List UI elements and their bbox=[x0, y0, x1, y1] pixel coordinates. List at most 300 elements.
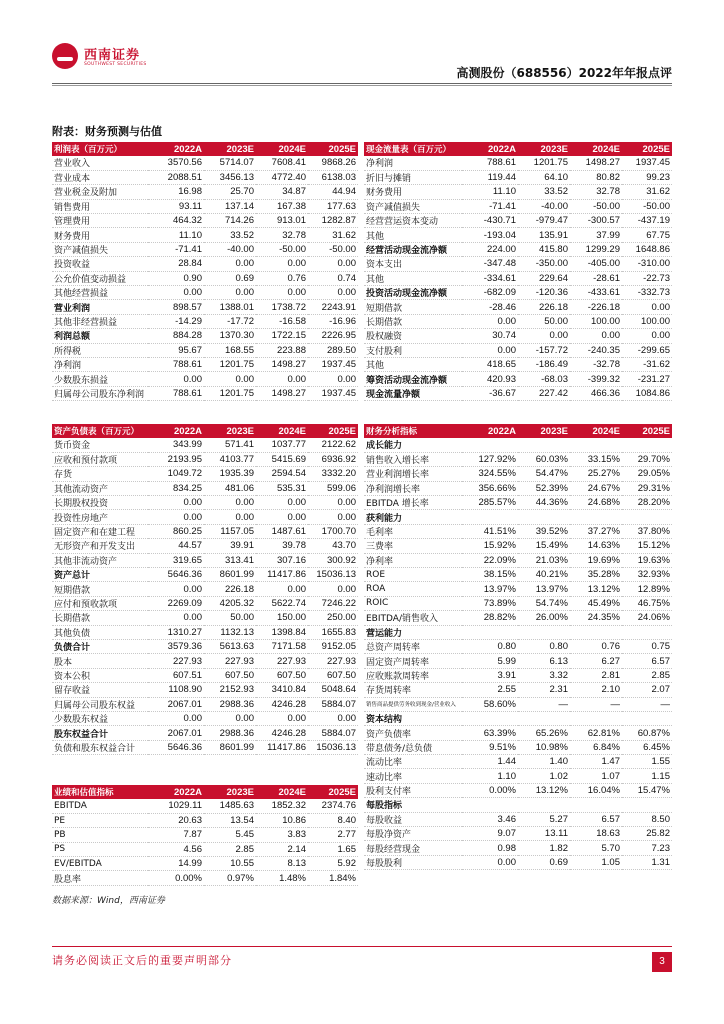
value-cell: 15.49% bbox=[518, 539, 570, 553]
row-label: 资产总计 bbox=[52, 568, 148, 582]
table-row bbox=[364, 372, 672, 386]
value-cell: 2988.36 bbox=[204, 697, 256, 711]
value-cell: 2.55 bbox=[462, 683, 518, 697]
value-cell: 229.64 bbox=[518, 271, 570, 285]
value-cell: 1485.63 bbox=[204, 799, 256, 813]
value-cell: 1201.75 bbox=[518, 156, 570, 170]
value-cell: 5884.07 bbox=[308, 726, 358, 740]
table-row bbox=[52, 271, 358, 285]
value-cell: 38.15% bbox=[462, 568, 518, 582]
value-cell: 5.27 bbox=[518, 812, 570, 826]
value-cell: -226.18 bbox=[570, 300, 622, 314]
row-label: 每股收益 bbox=[364, 812, 462, 826]
row-label: 公允价值变动损益 bbox=[52, 271, 148, 285]
value-cell: 0.00 bbox=[308, 372, 358, 386]
table-header-row bbox=[52, 424, 358, 438]
page-number: 3 bbox=[652, 952, 672, 972]
value-cell: 0.00 bbox=[204, 510, 256, 524]
value-cell bbox=[462, 711, 518, 725]
table-row bbox=[52, 842, 358, 856]
table-row bbox=[364, 697, 672, 711]
value-cell bbox=[570, 625, 622, 639]
value-cell: 29.31% bbox=[622, 481, 672, 495]
value-cell: -28.61 bbox=[570, 271, 622, 285]
table-row bbox=[364, 199, 672, 213]
value-cell: -332.73 bbox=[622, 286, 672, 300]
value-cell: 481.06 bbox=[204, 481, 256, 495]
value-cell: 0.00 bbox=[148, 582, 204, 596]
value-cell: 898.57 bbox=[148, 300, 204, 314]
balance-sheet-table bbox=[52, 424, 358, 755]
value-cell: 30.74 bbox=[462, 329, 518, 343]
footer-divider bbox=[52, 946, 672, 947]
value-cell: 44.57 bbox=[148, 539, 204, 553]
value-cell: 1.15 bbox=[622, 769, 672, 783]
table-row bbox=[52, 214, 358, 228]
row-label: 净利率 bbox=[364, 553, 462, 567]
value-cell: 1037.77 bbox=[256, 438, 308, 452]
value-cell: -36.67 bbox=[462, 386, 518, 400]
value-cell: 1.40 bbox=[518, 755, 570, 769]
row-label: 速动比率 bbox=[364, 769, 462, 783]
value-cell: 22.09% bbox=[462, 553, 518, 567]
row-label: 管理费用 bbox=[52, 214, 148, 228]
row-label: EBITDA 增长率 bbox=[364, 496, 462, 510]
row-label: 固定资产和在建工程 bbox=[52, 524, 148, 538]
value-cell: 9.07 bbox=[462, 827, 518, 841]
row-label: 资产减值损失 bbox=[364, 199, 462, 213]
value-cell: 63.39% bbox=[462, 726, 518, 740]
row-label: 长期借款 bbox=[52, 611, 148, 625]
value-cell: -299.65 bbox=[622, 343, 672, 357]
table-row bbox=[364, 438, 672, 452]
row-label: 负债和股东权益合计 bbox=[52, 740, 148, 754]
value-cell: 223.88 bbox=[256, 343, 308, 357]
value-cell: 0.00 bbox=[308, 496, 358, 510]
year-header-cell: 2023E bbox=[518, 424, 570, 438]
value-cell: -50.00 bbox=[308, 242, 358, 256]
value-cell: 11417.86 bbox=[256, 740, 308, 754]
value-cell: 1.07 bbox=[570, 769, 622, 783]
value-cell: 32.78 bbox=[256, 228, 308, 242]
table-row bbox=[52, 467, 358, 481]
value-cell: 16.98 bbox=[148, 185, 204, 199]
value-cell: 2.31 bbox=[518, 683, 570, 697]
value-cell: 1937.45 bbox=[622, 156, 672, 170]
row-label: 营业利润增长率 bbox=[364, 467, 462, 481]
table-row bbox=[364, 596, 672, 610]
value-cell: 324.55% bbox=[462, 467, 518, 481]
value-cell: -405.00 bbox=[570, 257, 622, 271]
table-row bbox=[364, 524, 672, 538]
row-label: EBITDA/销售收入 bbox=[364, 611, 462, 625]
value-cell: 100.00 bbox=[570, 314, 622, 328]
table-row bbox=[364, 228, 672, 242]
row-label: 经营活动现金流净额 bbox=[364, 242, 462, 256]
value-cell: 2243.91 bbox=[308, 300, 358, 314]
row-label: 所得税 bbox=[52, 343, 148, 357]
value-cell: 13.97% bbox=[518, 582, 570, 596]
table-row bbox=[364, 386, 672, 400]
row-label: 资本结构 bbox=[364, 711, 462, 725]
header-divider-secondary bbox=[52, 85, 672, 86]
value-cell: 60.87% bbox=[622, 726, 672, 740]
value-cell: 7171.58 bbox=[256, 639, 308, 653]
value-cell: 5.45 bbox=[204, 828, 256, 842]
value-cell bbox=[570, 798, 622, 812]
value-cell: 5884.07 bbox=[308, 697, 358, 711]
value-cell bbox=[518, 510, 570, 524]
row-label: 股权融资 bbox=[364, 329, 462, 343]
value-cell: 1370.30 bbox=[204, 329, 256, 343]
value-cell: 119.44 bbox=[462, 170, 518, 184]
table-row bbox=[52, 199, 358, 213]
year-header-cell: 2022A bbox=[462, 424, 518, 438]
value-cell: 15.12% bbox=[622, 539, 672, 553]
table-row bbox=[364, 300, 672, 314]
value-cell: 1487.61 bbox=[256, 524, 308, 538]
value-cell: 15.92% bbox=[462, 539, 518, 553]
value-cell bbox=[518, 625, 570, 639]
value-cell: 3570.56 bbox=[148, 156, 204, 170]
value-cell: 300.92 bbox=[308, 553, 358, 567]
value-cell: -399.32 bbox=[570, 372, 622, 386]
value-cell: 19.69% bbox=[570, 553, 622, 567]
value-cell: 54.74% bbox=[518, 596, 570, 610]
year-header-cell: 2023E bbox=[204, 785, 256, 799]
row-label: 现金流量净额 bbox=[364, 386, 462, 400]
value-cell bbox=[622, 711, 672, 725]
value-cell: 13.97% bbox=[462, 582, 518, 596]
table-row bbox=[364, 568, 672, 582]
table-row bbox=[364, 257, 672, 271]
row-label: 其他流动资产 bbox=[52, 481, 148, 495]
table-row bbox=[364, 481, 672, 495]
value-cell: 2594.54 bbox=[256, 467, 308, 481]
value-cell: 1.55 bbox=[622, 755, 672, 769]
appendix-title: 附表：财务预测与估值 bbox=[52, 125, 162, 138]
row-label: ROE bbox=[364, 568, 462, 582]
table-row bbox=[52, 539, 358, 553]
value-cell: 10.55 bbox=[204, 857, 256, 871]
value-cell: 1.31 bbox=[622, 855, 672, 869]
value-cell: 0.00 bbox=[308, 582, 358, 596]
value-cell: 607.50 bbox=[256, 668, 308, 682]
table-row bbox=[364, 582, 672, 596]
value-cell: 6.57 bbox=[570, 812, 622, 826]
value-cell: 285.57% bbox=[462, 496, 518, 510]
value-cell: 10.98% bbox=[518, 740, 570, 754]
value-cell: 1.48% bbox=[256, 871, 308, 885]
value-cell: 7608.41 bbox=[256, 156, 308, 170]
table-row bbox=[52, 857, 358, 871]
value-cell: 420.93 bbox=[462, 372, 518, 386]
value-cell: 5048.64 bbox=[308, 683, 358, 697]
table-row bbox=[364, 271, 672, 285]
value-cell: -300.57 bbox=[570, 214, 622, 228]
value-cell bbox=[570, 510, 622, 524]
row-label: 长期股权投资 bbox=[52, 496, 148, 510]
table-row bbox=[364, 611, 672, 625]
value-cell: -193.04 bbox=[462, 228, 518, 242]
table-row bbox=[52, 639, 358, 653]
value-cell: 37.99 bbox=[570, 228, 622, 242]
value-cell: 9868.26 bbox=[308, 156, 358, 170]
value-cell: 250.00 bbox=[308, 611, 358, 625]
value-cell: 0.00 bbox=[148, 510, 204, 524]
table-row bbox=[52, 582, 358, 596]
row-label: 其他非流动资产 bbox=[52, 553, 148, 567]
value-cell: 1.47 bbox=[570, 755, 622, 769]
value-cell: 9.51% bbox=[462, 740, 518, 754]
value-cell: 0.00 bbox=[148, 711, 204, 725]
row-label: 折旧与摊销 bbox=[364, 170, 462, 184]
value-cell: 0.69 bbox=[204, 271, 256, 285]
row-label: 净利润增长率 bbox=[364, 481, 462, 495]
company-logo bbox=[52, 40, 202, 80]
table-row bbox=[364, 357, 672, 371]
value-cell: 0.00 bbox=[308, 286, 358, 300]
value-cell: 1.44 bbox=[462, 755, 518, 769]
value-cell: -682.09 bbox=[462, 286, 518, 300]
value-cell: 40.21% bbox=[518, 568, 570, 582]
value-cell: 14.99 bbox=[148, 857, 204, 871]
value-cell: 1.65 bbox=[308, 842, 358, 856]
row-label: 应付和预收款项 bbox=[52, 596, 148, 610]
value-cell: 1201.75 bbox=[204, 357, 256, 371]
value-cell: 0.80 bbox=[518, 639, 570, 653]
value-cell: 37.27% bbox=[570, 524, 622, 538]
value-cell: 5714.07 bbox=[204, 156, 256, 170]
value-cell: 46.75% bbox=[622, 596, 672, 610]
value-cell: 0.75 bbox=[622, 639, 672, 653]
row-label: 其他经营损益 bbox=[52, 286, 148, 300]
table-row bbox=[52, 568, 358, 582]
value-cell: 50.00 bbox=[518, 314, 570, 328]
value-cell: 2193.95 bbox=[148, 452, 204, 466]
value-cell: — bbox=[518, 697, 570, 711]
table-row bbox=[364, 467, 672, 481]
row-label: 其他负债 bbox=[52, 625, 148, 639]
table-row bbox=[52, 343, 358, 357]
row-label: 其他 bbox=[364, 228, 462, 242]
value-cell: 0.00 bbox=[518, 329, 570, 343]
value-cell: 5415.69 bbox=[256, 452, 308, 466]
value-cell: 0.00 bbox=[204, 496, 256, 510]
value-cell: 50.00 bbox=[204, 611, 256, 625]
value-cell: -14.29 bbox=[148, 314, 204, 328]
value-cell bbox=[462, 625, 518, 639]
value-cell: 0.00 bbox=[204, 372, 256, 386]
value-cell: 1201.75 bbox=[204, 386, 256, 400]
value-cell: 884.28 bbox=[148, 329, 204, 343]
value-cell: 3410.84 bbox=[256, 683, 308, 697]
table-row bbox=[52, 242, 358, 256]
value-cell: 34.87 bbox=[256, 185, 308, 199]
value-cell: 0.00 bbox=[204, 286, 256, 300]
value-cell: 307.16 bbox=[256, 553, 308, 567]
value-cell: 0.90 bbox=[148, 271, 204, 285]
value-cell: -71.41 bbox=[148, 242, 204, 256]
value-cell: 2.81 bbox=[570, 668, 622, 682]
row-label: 经营营运资本变动 bbox=[364, 214, 462, 228]
row-label: 长期借款 bbox=[364, 314, 462, 328]
value-cell: 5646.36 bbox=[148, 568, 204, 582]
value-cell: 0.00 bbox=[256, 257, 308, 271]
value-cell: 0.00 bbox=[256, 711, 308, 725]
row-label: 每股股利 bbox=[364, 855, 462, 869]
row-label: 营业税金及附加 bbox=[52, 185, 148, 199]
value-cell: 0.76 bbox=[570, 639, 622, 653]
value-cell: 0.98 bbox=[462, 841, 518, 855]
row-label: 股利支付率 bbox=[364, 783, 462, 797]
value-cell: 4.56 bbox=[148, 842, 204, 856]
value-cell: 39.52% bbox=[518, 524, 570, 538]
row-label: EBITDA bbox=[52, 799, 148, 813]
row-label: 短期借款 bbox=[364, 300, 462, 314]
value-cell: 15.47% bbox=[622, 783, 672, 797]
value-cell: 18.63 bbox=[570, 827, 622, 841]
value-cell: 25.27% bbox=[570, 467, 622, 481]
row-label: 资产负债率 bbox=[364, 726, 462, 740]
footer-disclaimer: 请务必阅读正文后的重要声明部分 bbox=[52, 954, 232, 967]
row-label: ROIC bbox=[364, 596, 462, 610]
value-cell: 45.49% bbox=[570, 596, 622, 610]
value-cell: 227.93 bbox=[204, 654, 256, 668]
value-cell: 65.26% bbox=[518, 726, 570, 740]
table-row bbox=[52, 668, 358, 682]
row-label: 负债合计 bbox=[52, 639, 148, 653]
table-row bbox=[364, 539, 672, 553]
value-cell: 3.83 bbox=[256, 828, 308, 842]
value-cell: 25.70 bbox=[204, 185, 256, 199]
value-cell: 6138.03 bbox=[308, 170, 358, 184]
table-title-cell: 现金流量表（百万元） bbox=[364, 142, 462, 156]
value-cell: 466.36 bbox=[570, 386, 622, 400]
table-row bbox=[52, 813, 358, 827]
value-cell: 2067.01 bbox=[148, 697, 204, 711]
row-label: 财务费用 bbox=[364, 185, 462, 199]
value-cell: 1.02 bbox=[518, 769, 570, 783]
value-cell: 13.12% bbox=[570, 582, 622, 596]
value-cell: 32.93% bbox=[622, 568, 672, 582]
value-cell: 6.45% bbox=[622, 740, 672, 754]
value-cell bbox=[570, 438, 622, 452]
value-cell: 0.00 bbox=[308, 510, 358, 524]
table-row bbox=[364, 783, 672, 797]
row-label: 归属母公司股东权益 bbox=[52, 697, 148, 711]
value-cell: 11.10 bbox=[462, 185, 518, 199]
table-row bbox=[364, 841, 672, 855]
table-row bbox=[52, 156, 358, 170]
value-cell: 1498.27 bbox=[256, 386, 308, 400]
year-header-cell: 2022A bbox=[148, 785, 204, 799]
value-cell: -68.03 bbox=[518, 372, 570, 386]
table-row bbox=[364, 683, 672, 697]
value-cell: 95.67 bbox=[148, 343, 204, 357]
value-cell: 15036.13 bbox=[308, 740, 358, 754]
value-cell: 1935.39 bbox=[204, 467, 256, 481]
value-cell: 80.82 bbox=[570, 170, 622, 184]
table-row bbox=[52, 524, 358, 538]
table-row bbox=[52, 372, 358, 386]
value-cell: 135.91 bbox=[518, 228, 570, 242]
value-cell: 13.54 bbox=[204, 813, 256, 827]
value-cell: 313.41 bbox=[204, 553, 256, 567]
value-cell: 35.28% bbox=[570, 568, 622, 582]
table-row bbox=[364, 711, 672, 725]
report-title: 高测股份（688556）2022年年报点评 bbox=[456, 66, 672, 80]
value-cell: 1937.45 bbox=[308, 386, 358, 400]
value-cell: 0.69 bbox=[518, 855, 570, 869]
row-label: 股息率 bbox=[52, 871, 148, 885]
value-cell: 99.23 bbox=[622, 170, 672, 184]
value-cell: -22.73 bbox=[622, 271, 672, 285]
data-source-note: 数据来源：Wind，西南证券 bbox=[52, 896, 165, 906]
value-cell: 2269.09 bbox=[148, 596, 204, 610]
value-cell: -50.00 bbox=[622, 199, 672, 213]
value-cell bbox=[462, 798, 518, 812]
value-cell: 0.00 bbox=[308, 711, 358, 725]
table-row bbox=[52, 654, 358, 668]
value-cell: 224.00 bbox=[462, 242, 518, 256]
value-cell: 1299.29 bbox=[570, 242, 622, 256]
value-cell: -437.19 bbox=[622, 214, 672, 228]
value-cell: 0.00 bbox=[148, 372, 204, 386]
value-cell: 0.80 bbox=[462, 639, 518, 653]
row-label: 资本支出 bbox=[364, 257, 462, 271]
value-cell: 289.50 bbox=[308, 343, 358, 357]
value-cell: 607.50 bbox=[308, 668, 358, 682]
value-cell: 73.89% bbox=[462, 596, 518, 610]
row-label: 流动比率 bbox=[364, 755, 462, 769]
value-cell: -231.27 bbox=[622, 372, 672, 386]
value-cell bbox=[518, 711, 570, 725]
row-label: 少数股东损益 bbox=[52, 372, 148, 386]
table-row bbox=[364, 242, 672, 256]
table-header-row bbox=[52, 785, 358, 799]
value-cell: 168.55 bbox=[204, 343, 256, 357]
value-cell: 13.11 bbox=[518, 827, 570, 841]
value-cell: 0.00% bbox=[148, 871, 204, 885]
table-row bbox=[52, 683, 358, 697]
table-title-cell: 业绩和估值指标 bbox=[52, 785, 148, 799]
value-cell: 1282.87 bbox=[308, 214, 358, 228]
row-label: 存货周转率 bbox=[364, 683, 462, 697]
value-cell: 0.76 bbox=[256, 271, 308, 285]
value-cell: 227.42 bbox=[518, 386, 570, 400]
row-label: 应收和预付款项 bbox=[52, 452, 148, 466]
table-title-cell: 利润表（百万元） bbox=[52, 142, 148, 156]
value-cell: 788.61 bbox=[462, 156, 518, 170]
value-cell bbox=[622, 438, 672, 452]
value-cell: 1398.84 bbox=[256, 625, 308, 639]
value-cell: 137.14 bbox=[204, 199, 256, 213]
value-cell: 607.51 bbox=[148, 668, 204, 682]
value-cell: 93.11 bbox=[148, 199, 204, 213]
value-cell: 37.80% bbox=[622, 524, 672, 538]
table-row bbox=[52, 510, 358, 524]
value-cell: 2226.95 bbox=[308, 329, 358, 343]
value-cell: 343.99 bbox=[148, 438, 204, 452]
value-cell: 0.00 bbox=[148, 496, 204, 510]
value-cell: 1.05 bbox=[570, 855, 622, 869]
value-cell: 5.70 bbox=[570, 841, 622, 855]
row-label: 营业收入 bbox=[52, 156, 148, 170]
value-cell: 0.00 bbox=[308, 257, 358, 271]
value-cell: 0.00 bbox=[256, 496, 308, 510]
table-row bbox=[52, 611, 358, 625]
